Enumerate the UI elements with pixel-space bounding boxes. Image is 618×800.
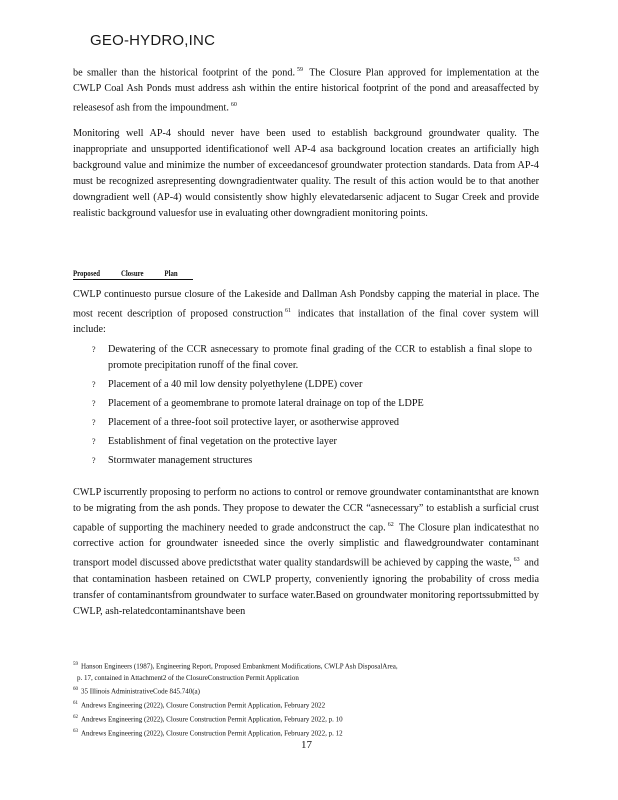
footnote: $^{63}$ Andrews Engineering (2022), Closure Construction Permit Application, February 2022, p. 12 xyxy=(73,728,343,738)
bullet-marker: ? xyxy=(92,345,96,354)
bullet-marker: ? xyxy=(92,380,96,389)
footnote-ref[interactable]: 61 xyxy=(284,308,291,314)
list-item: ? Dewatering of the CCR asnecessary to promote final grading of the CCR to establish a final slope to promote precipitation runoff of the final cover. xyxy=(92,344,532,371)
paragraph-closure-plan: CWLP continuesto pursue closure of the Lakeside and Dallman Ash Pondsby capping the material in place. The most recent description of proposed construction $^{61}$ indicates that installation of the final cover system will include: xyxy=(73,289,539,336)
footnote: $^{59}$ Hanson Engineers (1987), Engineering Report, Proposed Embankment Modifications, CWLP Ash DisposalArea, xyxy=(73,662,398,671)
bullet-marker: ? xyxy=(92,399,96,408)
footnote: $^{61}$ Andrews Engineering (2022), Closure Construction Permit Application, February 2022 xyxy=(73,701,326,710)
list-item: ? Placement of a 40 mil low density polyethylene (LDPE) cover xyxy=(92,377,532,393)
footnote-ref[interactable]: 62 xyxy=(387,522,394,528)
footnote: p. 17, contained in Attachment2 of the ClosureConstruction Permit Application xyxy=(77,673,299,682)
page-number: 17 xyxy=(301,739,312,751)
footnote: $^{62}$ Andrews Engineering (2022), Closure Construction Permit Application, February 2022, p. 10 xyxy=(73,714,343,724)
section-heading: Proposed Closure Plan xyxy=(73,268,193,280)
bullet-marker: ? xyxy=(92,418,96,427)
list-item: ? Stormwater management structures xyxy=(92,453,532,469)
bullet-marker: ? xyxy=(92,456,96,465)
list-item: ? Establishment of final vegetation on the protective layer xyxy=(92,434,532,450)
footnote-ref[interactable]: 59 xyxy=(297,67,304,73)
list-item: ? Placement of a geomembrane to promote lateral drainage on top of the LDPE xyxy=(92,396,532,412)
footnote-ref[interactable]: 63 xyxy=(513,557,520,564)
bullet-marker: ? xyxy=(92,437,96,446)
paragraph-monitoring-well: Monitoring well AP-4 should never have been used to establish background groundwater quality. The inappropriate and unsupported identificationof well AP-4 asa background location creates an artificially high background value and minimize the number of exceedancesof groundwater protection standards. Data from AP-4 must be recognized asrepresenting downgradientwater quality. The result of this action would be to that another downgradient well (AP-4) would consistently show highly elevatedarsenic adjacent to Sugar Creek and provide realistic background valuesfor use in evaluating other downgradient monitoring points. xyxy=(73,128,539,219)
paragraph-corrective-action: CWLP iscurrently proposing to perform no actions to control or remove groundwater contaminantsthat are known to be migrating from the ash ponds. They propose to dewater the CCR “asnecessary” to establish a surficial crust capable of supporting the machinery needed to grade andconstruct the cap. $^{62}$ The Closure plan indicatesthat no corrective action for groundwater isneeded since the overly simplistic and flawedgroundwater contaminant transport model discussed above predictsthat water quality standardswill be achieved by capping the waste, $^{63}$ and that contamination hasbeen retained on CWLP property, conveniently ignoring the probability of cross media transfer of contaminantsfrom groundwater to surface water.Based on groundwater monitoring reportssubmitted by CWLP, ash-relatedcontaminantshave been xyxy=(73,487,539,617)
paragraph-closure-footprint: be smaller than the historical footprint of the pond. $^{59}$ The Closure Plan approved for implementation at the CWLP Coal Ash Ponds must address ash within the entire historical footprint of the pond and areasaffected by releasesof ash from the impoundment. $^{60}$ xyxy=(73,67,539,114)
footnote-ref[interactable]: 60 xyxy=(230,102,237,109)
list-item: ? Placement of a three-foot soil protective layer, or asotherwise approved xyxy=(92,415,532,431)
company-header: GEO-HYDRO,INC xyxy=(90,32,216,49)
footnote: $^{60}$ 35 Illinois AdministrativeCode 845.740(a) xyxy=(73,687,200,696)
footnotes xyxy=(73,659,543,740)
cover-system-list xyxy=(92,342,532,472)
